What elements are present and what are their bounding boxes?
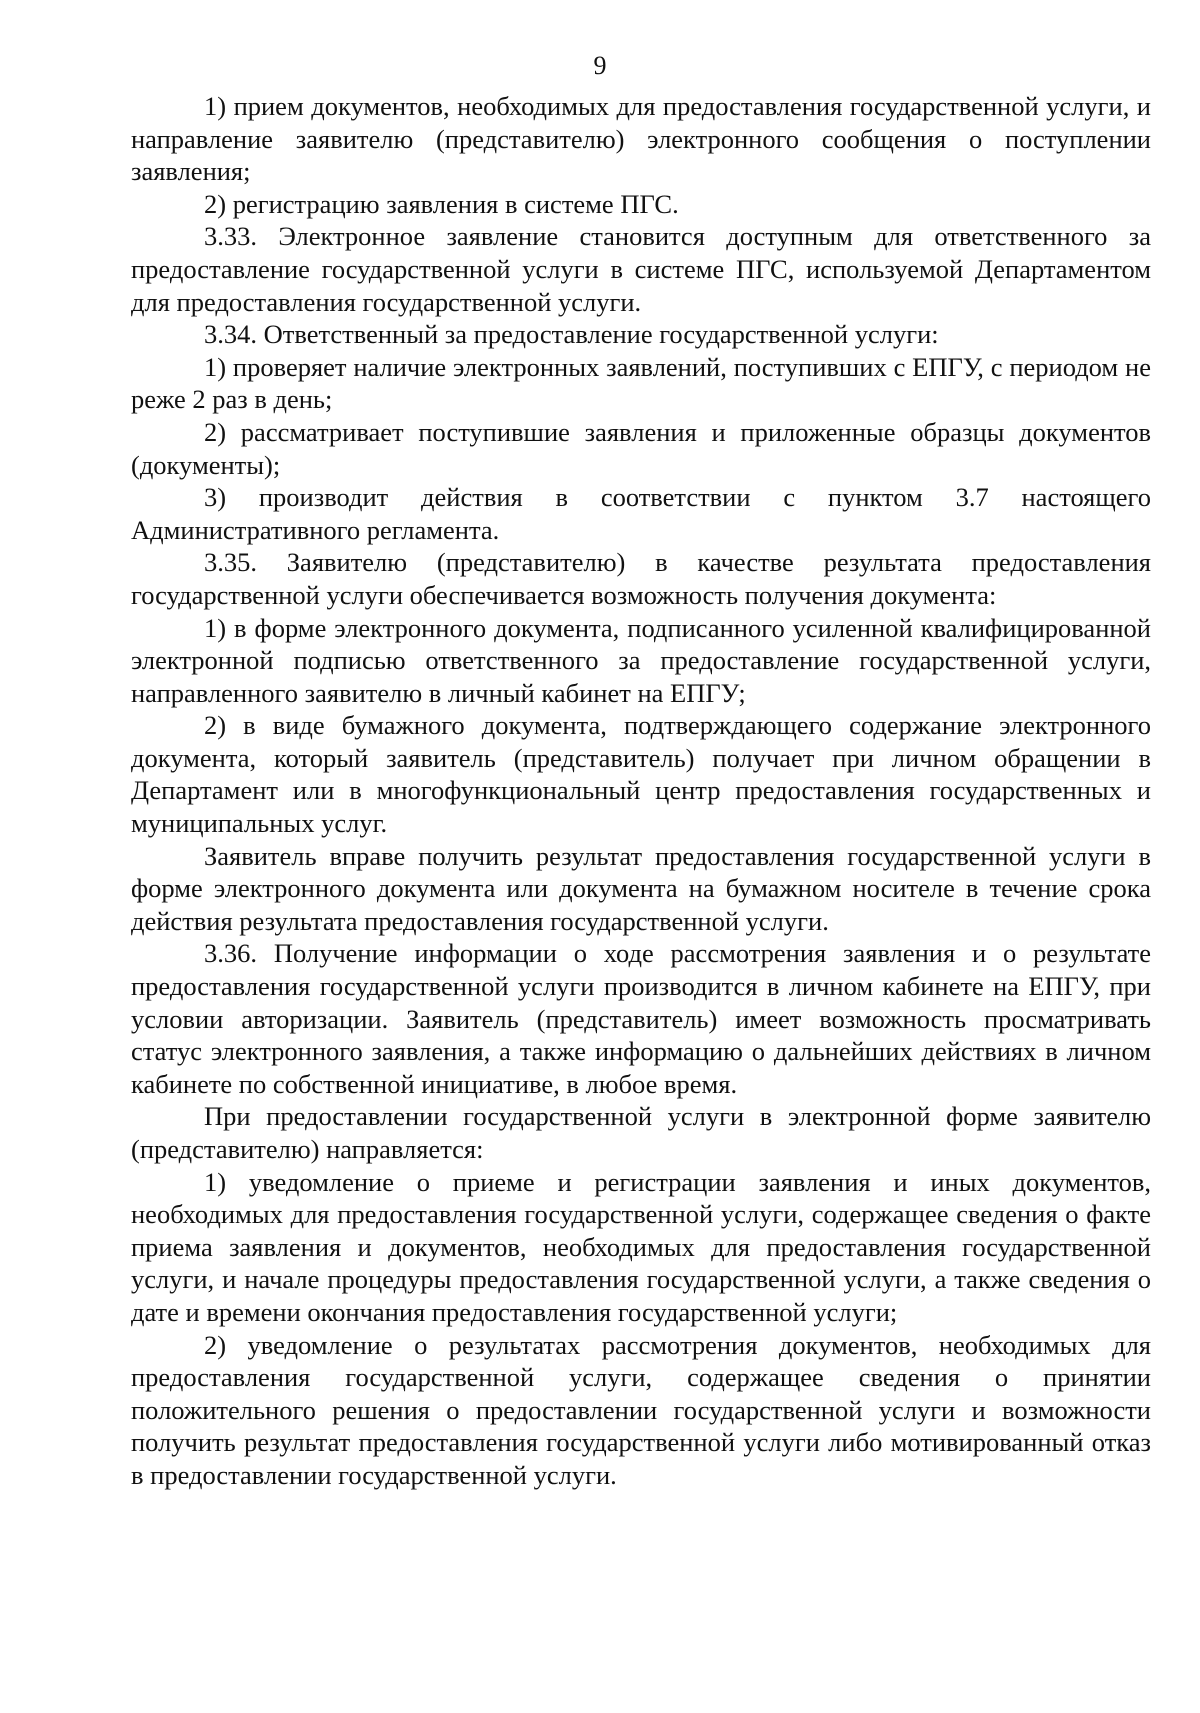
paragraph: 2) в виде бумажного документа, подтверждающего содержание электронного документа, который заявитель (представитель) получает при личном обращении в Департамент или в многофункциональный центр предоставления государственных и муниципальных услуг. (131, 710, 1151, 839)
paragraph: При предоставлении государственной услуги в электронной форме заявителю (представителю) направляется: (131, 1101, 1151, 1164)
paragraph: 2) уведомление о результатах рассмотрения документов, необходимых для предоставления государственной услуги, содержащее сведения о принятии положительного решения о предоставлении государственной услуги и возможности получить результат предоставления государственной услуги либо мотивированный отказ в предоставлении государственной услуги. (131, 1329, 1151, 1490)
paragraph: 2) регистрацию заявления в системе ПГС. (204, 188, 679, 219)
paragraph: 3.34. Ответственный за предоставление государственной услуги: (204, 319, 939, 350)
paragraph: Заявитель вправе получить результат предоставления государственной услуги в форме электронного документа или документа на бумажном носителе в течение срока действия результата предоставления государственной услуги. (131, 840, 1151, 936)
paragraph: 3.35. Заявителю (представителю) в качестве результата предоставления государственной услуги обеспечивается возможность получения документа: (131, 547, 1151, 610)
paragraph: 2) рассматривает поступившие заявления и приложенные образцы документов (документы); (131, 416, 1151, 480)
paragraph: 1) прием документов, необходимых для предоставления государственной услуги, и направление заявителю (представителю) электронного сообщения о поступлении заявления; (131, 91, 1151, 187)
paragraph: 3.36. Получение информации о ходе рассмотрения заявления и о результате предоставления государственной услуги производится в личном кабинете на ЕПГУ, при условии авторизации. Заявитель (представитель) имеет возможность просматривать статус электронного заявления, а также информацию о дальнейших действиях в личном кабинете по собственной инициативе, в любое время. (131, 938, 1151, 1099)
paragraph: 1) проверяет наличие электронных заявлений, поступивших с ЕПГУ, с периодом не реже 2 раз в день; (131, 351, 1151, 415)
paragraph: 3) производит действия в соответствии с пунктом 3.7 настоящего Административного регламента. (131, 482, 1151, 545)
paragraph: 1) уведомление о приеме и регистрации заявления и иных документов, необходимых для предоставления государственной услуги, содержащее сведения о факте приема заявления и документов, необходимых для предоставления государственной услуги, и начале процедуры предоставления государственной услуги, а также сведения о дате и времени окончания предоставления государственной услуги; (131, 1166, 1151, 1327)
document-body (131, 90, 1151, 1492)
paragraph: 3.33. Электронное заявление становится доступным для ответственного за предоставление государственной услуги в системе ПГС, используемой Департаментом для предоставления государственной услуги. (131, 221, 1151, 317)
paragraph: 1) в форме электронного документа, подписанного усиленной квалифицированной электронной подписью ответственного за предоставление государственной услуги, направленного заявителю в личный кабинет на ЕПГУ; (131, 612, 1151, 708)
page-number: 9 (593, 51, 607, 80)
